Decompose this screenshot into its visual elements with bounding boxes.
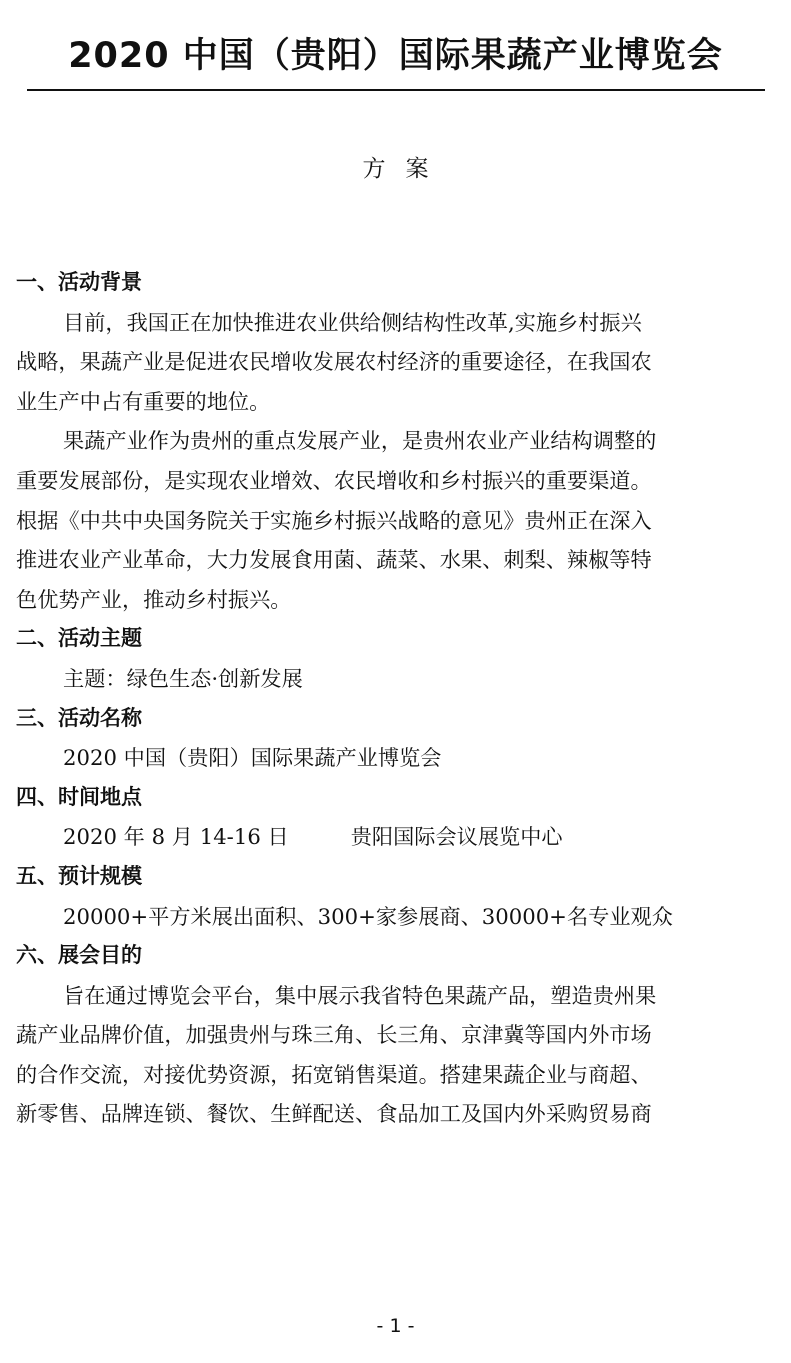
paragraph-line: 重要发展部份，是实现农业增效、农民增收和乡村振兴的重要渠道。 xyxy=(16,467,652,493)
section-heading-theme: 二、活动主题 xyxy=(16,626,142,651)
document-title: 2020 中国（贵阳）国际果蔬产业博览会 xyxy=(68,36,723,76)
paragraph-line: 战略，果蔬产业是促进农民增收发展农村经济的重要途径，在我国农 xyxy=(16,349,652,375)
event-name-text: 2020 中国（贵阳）国际果蔬产业博览会 xyxy=(63,745,442,771)
event-venue: 贵阳国际会议展览中心 xyxy=(350,824,563,850)
time-place-line xyxy=(16,817,768,857)
paragraph-line: 蔬产业品牌价值，加强贵州与珠三角、长三角、京津冀等国内外市场 xyxy=(16,1022,652,1048)
scale-text: 20000+平方米展出面积、300+家参展商、30000+名专业观众 xyxy=(63,903,673,929)
document-body xyxy=(16,263,768,1134)
paragraph-line: 色优势产业，推动乡村振兴。 xyxy=(16,586,292,612)
title-divider xyxy=(27,89,765,91)
section-heading-scale: 五、预计规模 xyxy=(16,863,142,888)
paragraph-line: 的合作交流，对接优势资源，拓宽销售渠道。搭建果蔬企业与商超、 xyxy=(16,1061,652,1087)
paragraph-line: 根据《中共中央国务院关于实施乡村振兴战略的意见》贵州正在深入 xyxy=(16,507,652,533)
paragraph-line: 目前，我国正在加快推进农业供给侧结构性改革,实施乡村振兴 xyxy=(63,309,642,335)
paragraph-line: 旨在通过博览会平台，集中展示我省特色果蔬产品，塑造贵州果 xyxy=(63,982,657,1008)
event-date: 2020 年 8 月 14-16 日 xyxy=(63,824,289,850)
section-heading-name: 三、活动名称 xyxy=(16,705,142,730)
section-heading-purpose: 六、展会目的 xyxy=(16,943,142,968)
page-number: - 1 - xyxy=(376,1315,415,1337)
section-heading-background: 一、活动背景 xyxy=(16,270,142,294)
paragraph-line: 新零售、品牌连锁、餐饮、生鲜配送、食品加工及国内外采购贸易商 xyxy=(16,1101,652,1127)
section-heading-time-place: 四、时间地点 xyxy=(16,784,142,809)
theme-text: 主题：绿色生态·创新发展 xyxy=(63,665,303,691)
document-subtitle: 方案 xyxy=(362,156,449,182)
paragraph-line: 业生产中占有重要的地位。 xyxy=(16,388,271,414)
paragraph-line: 推进农业产业革命，大力发展食用菌、蔬菜、水果、刺梨、辣椒等特 xyxy=(16,547,652,573)
paragraph-line: 果蔬产业作为贵州的重点发展产业，是贵州农业产业结构调整的 xyxy=(63,428,657,454)
